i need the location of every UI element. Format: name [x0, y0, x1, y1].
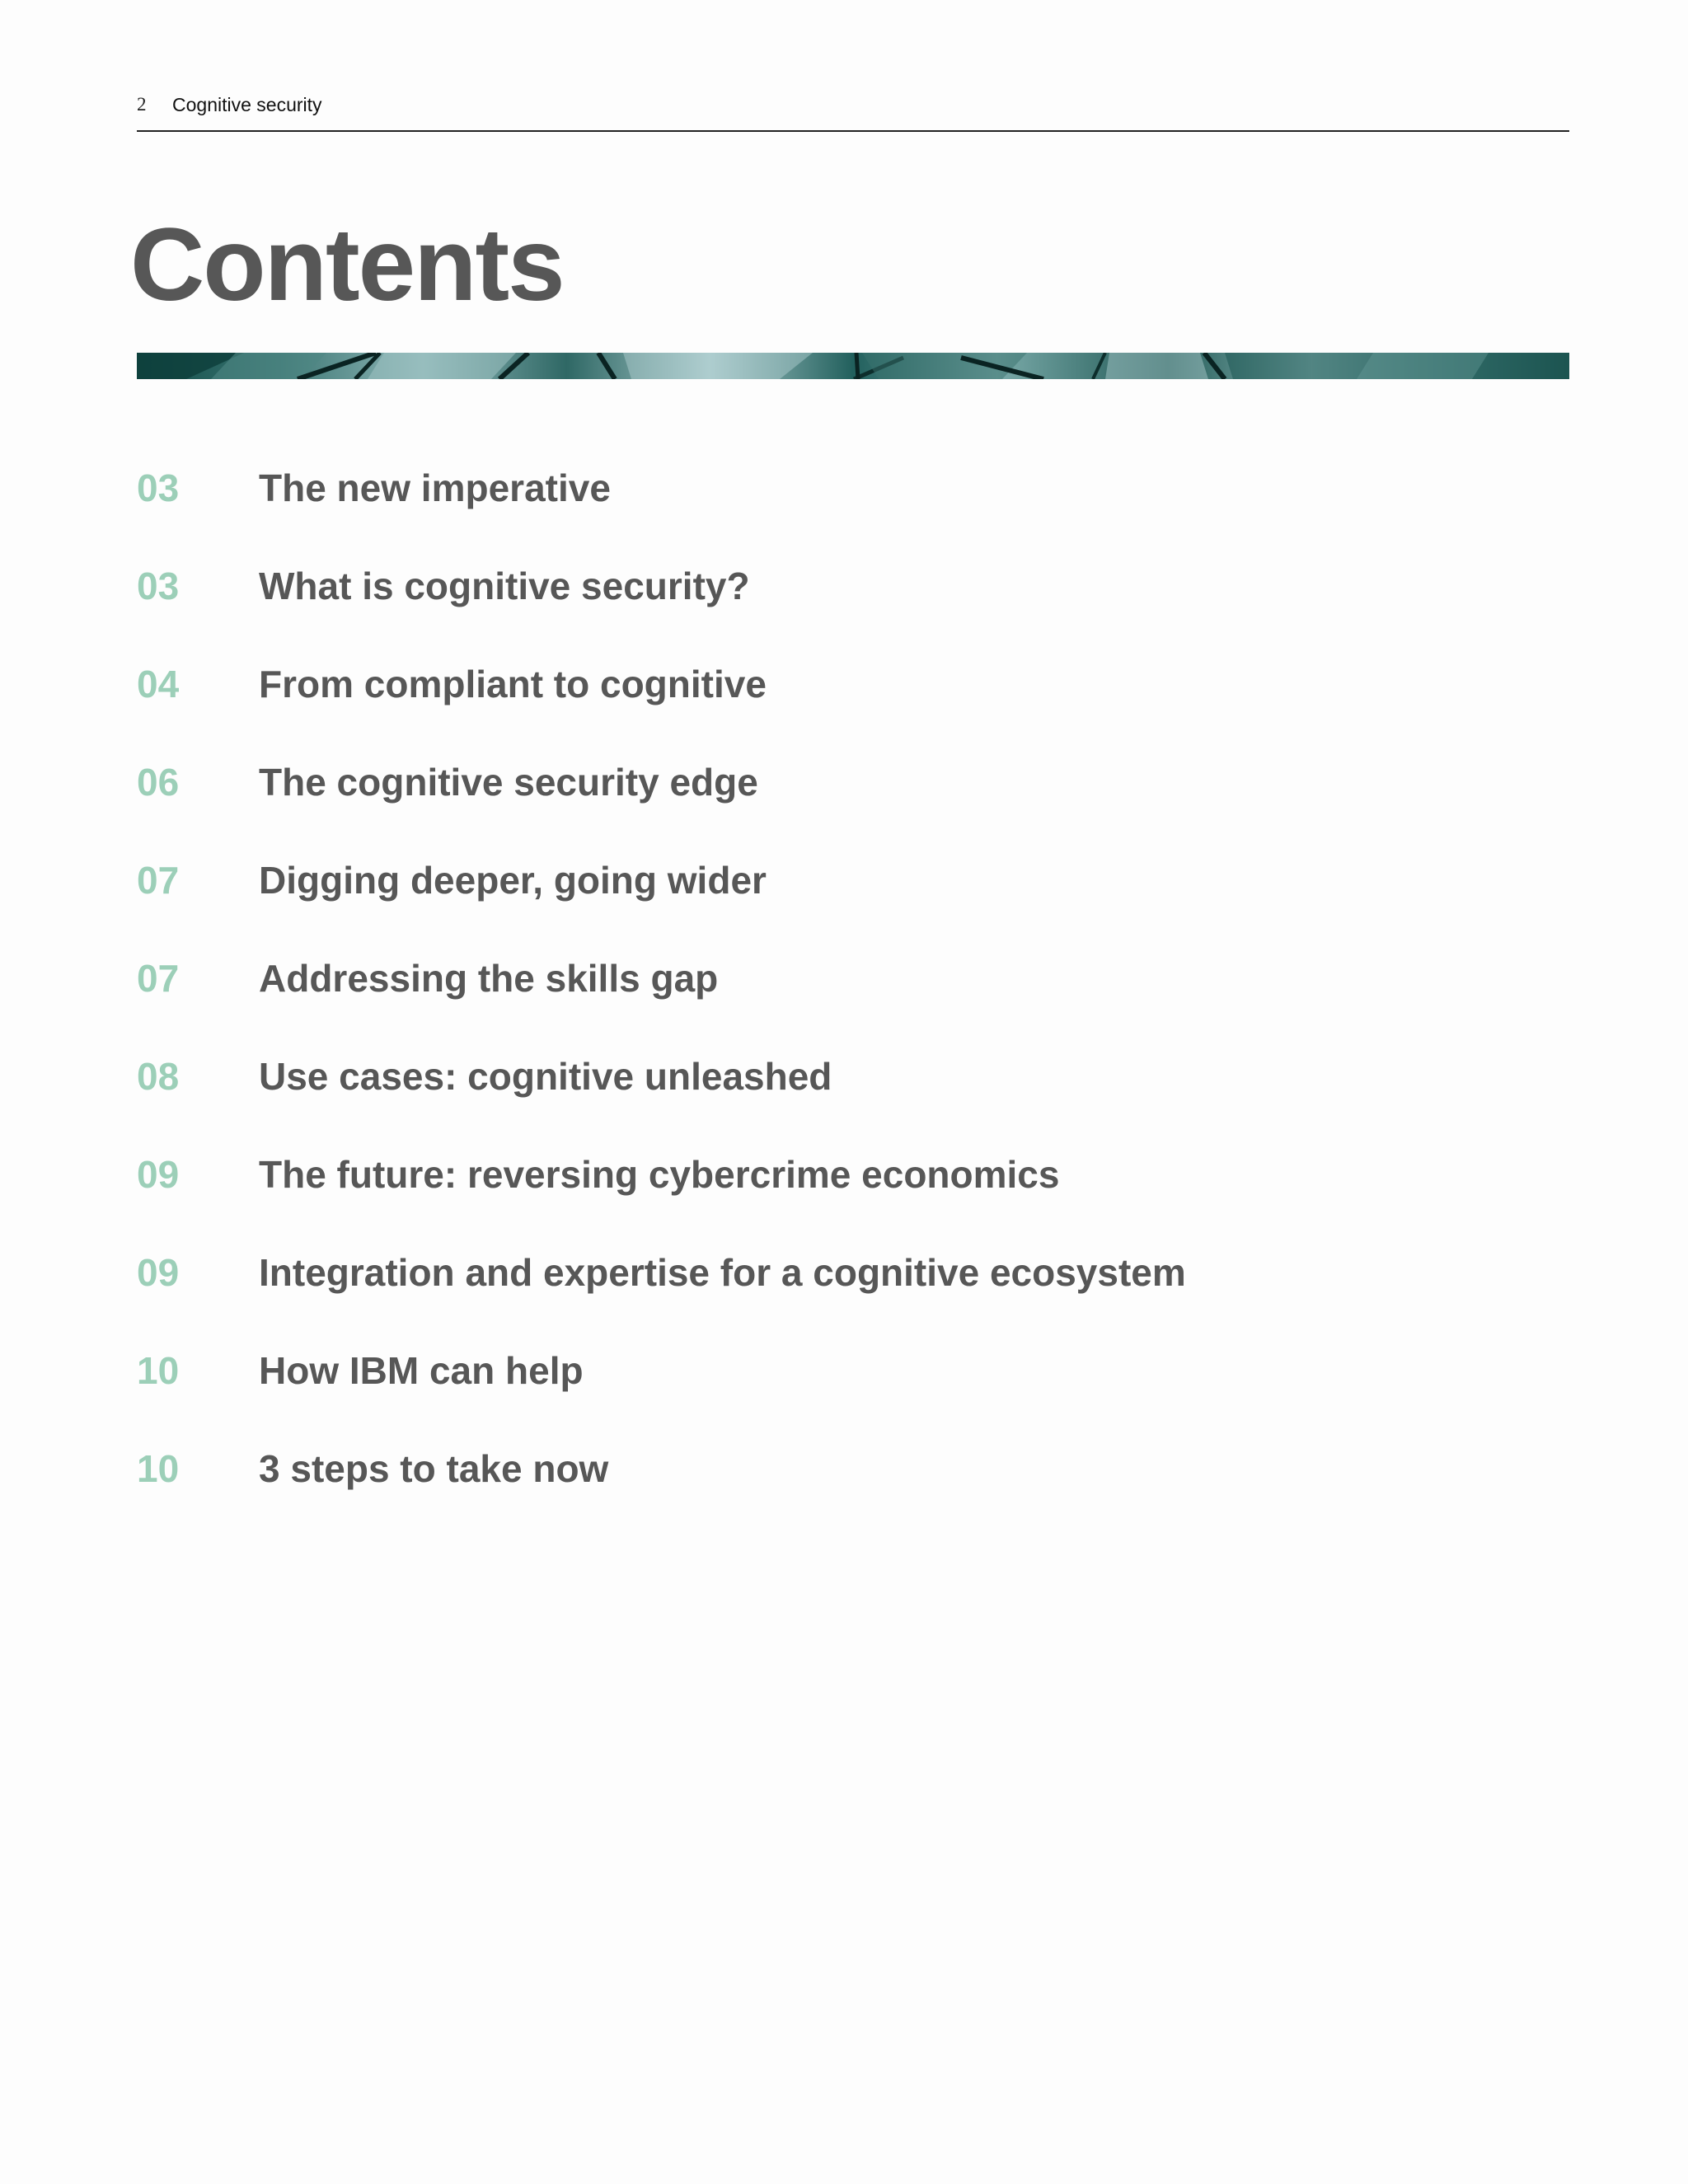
toc-entry-title: The future: reversing cybercrime economics	[259, 1153, 1060, 1196]
toc-entry[interactable]	[137, 463, 1456, 513]
toc-entry-title: Digging deeper, going wider	[259, 859, 767, 902]
toc-entry-title: What is cognitive security?	[259, 565, 750, 607]
toc-page-number: 09	[137, 1153, 180, 1196]
toc-page-number: 04	[137, 663, 180, 705]
toc-entry[interactable]	[137, 561, 1456, 611]
toc-entry-title: Integration and expertise for a cognitive ecosystem	[259, 1251, 1186, 1294]
toc-entry-title: The cognitive security edge	[259, 761, 758, 804]
toc-entry[interactable]	[137, 1052, 1456, 1101]
toc-page-number: 08	[137, 1055, 180, 1098]
contents-title: Contents	[130, 208, 564, 322]
toc-page-number: 03	[137, 565, 180, 607]
toc-entry[interactable]	[137, 659, 1456, 709]
toc-entry-title: Use cases: cognitive unleashed	[259, 1055, 832, 1098]
toc-entry[interactable]	[137, 1150, 1456, 1199]
toc-page-number: 03	[137, 466, 180, 509]
running-title: Cognitive security	[172, 94, 322, 115]
toc-page-number: 06	[137, 761, 180, 804]
toc-page-number: 10	[137, 1447, 180, 1490]
toc-entry[interactable]	[137, 954, 1456, 1003]
toc-entry[interactable]	[137, 1444, 1456, 1493]
toc-page-number: 07	[137, 957, 180, 1000]
toc-entry-title: From compliant to cognitive	[259, 663, 767, 705]
toc-entry[interactable]	[137, 1346, 1456, 1395]
toc-entry[interactable]	[137, 855, 1456, 905]
toc-entry-title: How IBM can help	[259, 1349, 584, 1392]
toc-page-number: 07	[137, 859, 180, 902]
toc-page-number: 10	[137, 1349, 180, 1392]
toc-entry-title: The new imperative	[259, 466, 611, 509]
toc-entry-title: 3 steps to take now	[259, 1447, 609, 1490]
toc-entry-title: Addressing the skills gap	[259, 957, 719, 1000]
toc-entry[interactable]	[137, 1248, 1456, 1297]
page-number: 2	[137, 94, 147, 115]
toc-page-number: 09	[137, 1251, 180, 1294]
toc-entry[interactable]	[137, 757, 1456, 807]
